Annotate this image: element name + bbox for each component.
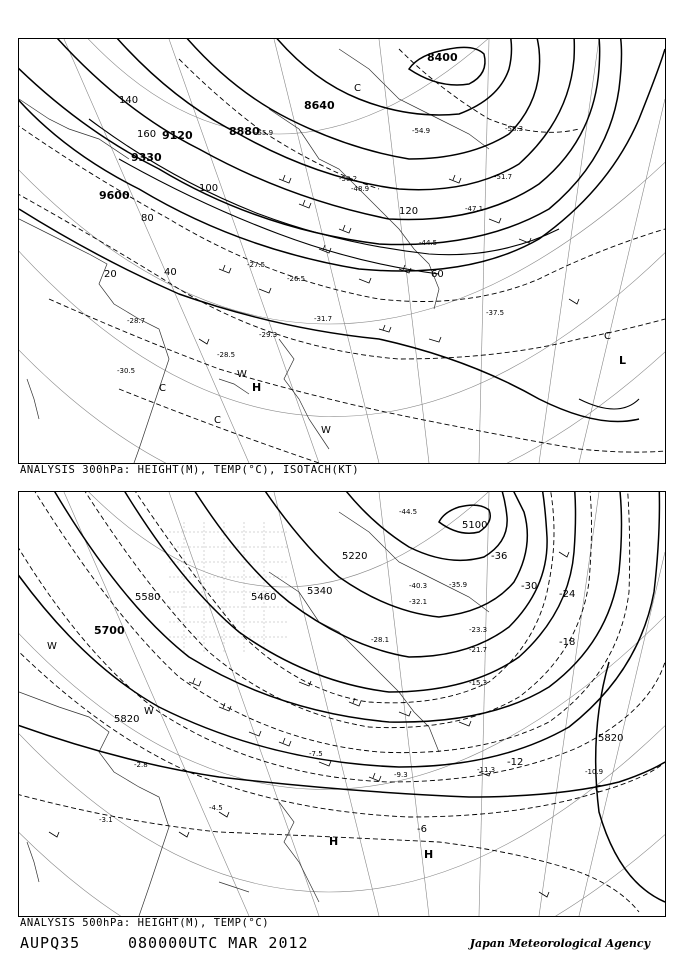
high-center-symbol: H [252, 381, 262, 394]
isotach-label-80: 80 [141, 213, 154, 224]
temp-label: -28.7 [127, 317, 146, 325]
temp-label: -10.9 [585, 768, 604, 776]
height-label-5700: 5700 [94, 624, 125, 637]
height-label-9600: 9600 [99, 189, 130, 202]
isotherm-label: -24 [559, 589, 576, 600]
height-label-8640: 8640 [304, 99, 335, 112]
cold-center-symbol: C [604, 331, 611, 342]
isotach-label-120: 120 [399, 206, 419, 217]
temp-label: -4.5 [209, 804, 223, 812]
isotach-label-40: 40 [164, 267, 177, 278]
temp-label: -51.7 [494, 173, 513, 181]
height-label-5460: 5460 [251, 592, 277, 603]
isotherm-label: -12 [507, 757, 524, 768]
height-label-5340: 5340 [307, 586, 333, 597]
temp-label: -32.1 [409, 598, 428, 606]
temp-label: -48.9 [351, 185, 370, 193]
isotach-label-160: 160 [137, 129, 157, 140]
agency-name: Japan Meteorological Agency [469, 937, 650, 950]
cold-center-symbol: C [214, 415, 221, 426]
isotach-label-20: 20 [104, 269, 117, 280]
temp-label: -30.5 [117, 367, 136, 375]
temp-label: -3.1 [99, 816, 113, 824]
height-label-9120: 9120 [162, 129, 193, 142]
temp-label: -27.5 [247, 261, 266, 269]
lower-panel-caption: ANALYSIS 500hPa: HEIGHT(M), TEMP(°C) [20, 917, 270, 929]
temp-label: -28.1 [371, 636, 390, 644]
temp-label: -28.5 [217, 351, 236, 359]
low-center-symbol: L [619, 354, 627, 367]
warm-center-symbol: W [144, 706, 154, 717]
cold-center-symbol: C [595, 784, 602, 795]
temp-label: -11.3 [477, 766, 496, 774]
height-label-9330: 9330 [131, 151, 162, 164]
temp-label: -50.2 [339, 175, 358, 183]
isotherm-label: -6 [417, 824, 427, 835]
high-center-symbol: H [329, 835, 339, 848]
upper-panel-caption: ANALYSIS 300hPa: HEIGHT(M), TEMP(°C), ISOTACH(KT) [20, 464, 360, 476]
isotach-label-100: 100 [199, 183, 219, 194]
temp-label: -7.5 [309, 750, 323, 758]
height-label-5580: 5580 [135, 592, 161, 603]
isotherm-label: -30 [521, 581, 538, 592]
height-label-8400: 8400 [427, 51, 458, 64]
height-label-5100: 5100 [462, 520, 488, 531]
isotherm-label: -36 [491, 551, 508, 562]
temp-label: -29.3 [259, 331, 278, 339]
map-500hpa [18, 491, 666, 917]
isotherm-label: -18 [559, 637, 576, 648]
warm-center-symbol: W [47, 641, 57, 652]
valid-time: 080000UTC MAR 2012 [128, 934, 309, 952]
cold-center-symbol: C [159, 383, 166, 394]
warm-center-symbol: W [321, 425, 331, 436]
temp-label: -2.8 [134, 761, 148, 769]
temp-label: -40.3 [409, 582, 428, 590]
warm-center-symbol: W [237, 369, 247, 380]
high-center-symbol: H [424, 848, 434, 861]
coastline [19, 49, 489, 463]
height-label-5220: 5220 [342, 551, 368, 562]
isotach-label-140: 140 [119, 95, 139, 106]
temp-label: -9.3 [394, 771, 408, 779]
height-label-5820: 5820 [114, 714, 140, 725]
temp-label: -58.3 [505, 125, 524, 133]
map-300hpa-canvas [19, 39, 665, 463]
temp-label: -47.1 [465, 205, 484, 213]
map-300hpa [18, 38, 666, 464]
isotach-label-60: 60 [431, 269, 444, 280]
map-500hpa-canvas [19, 492, 665, 916]
temp-label: -37.5 [486, 309, 505, 317]
temp-label: -21.7 [469, 646, 488, 654]
temp-label: -31.7 [314, 315, 333, 323]
height-label-8880: 8880 [229, 125, 260, 138]
temp-label: -15.3 [469, 679, 488, 687]
temp-label: -44.5 [419, 239, 438, 247]
temp-label: -44.5 [399, 508, 418, 516]
temp-label: -35.9 [449, 581, 468, 589]
cold-center-symbol: C [354, 83, 361, 94]
chart-id: AUPQ35 [20, 934, 81, 952]
temp-label: -26.5 [287, 275, 306, 283]
temp-label: -54.9 [412, 127, 431, 135]
height-label-5820: 5820 [598, 733, 624, 744]
temp-label: -55.9 [255, 129, 274, 137]
temp-label: -23.3 [469, 626, 488, 634]
isotachs-300 [89, 119, 639, 409]
